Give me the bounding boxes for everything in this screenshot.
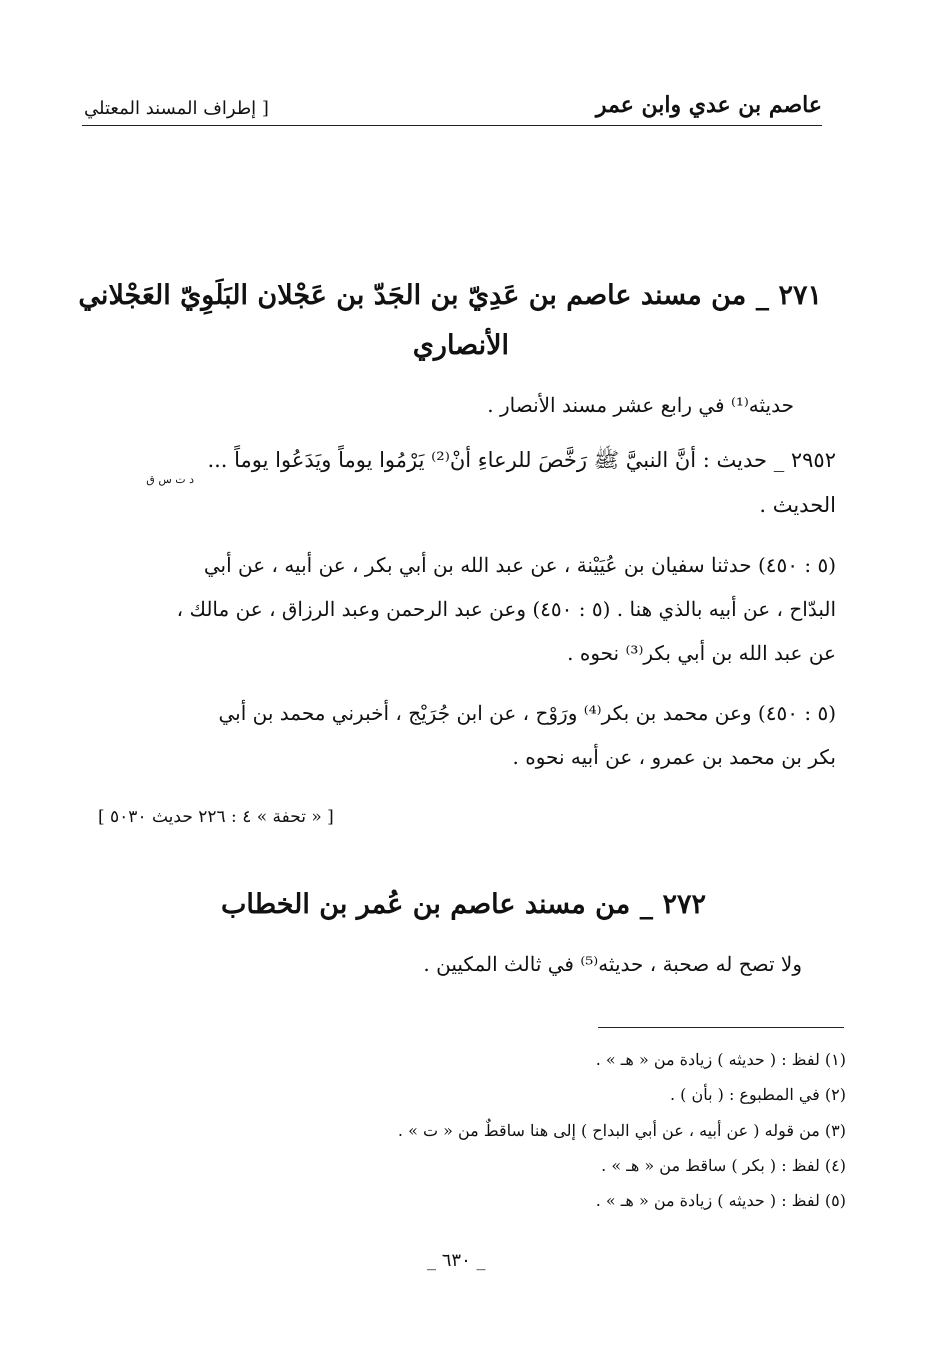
page-number: _ ٦٣٠ _ bbox=[427, 1250, 486, 1271]
running-title: عاصم بن عدي وابن عمر bbox=[595, 92, 822, 118]
section-271-title-line2: الأنصاري bbox=[412, 330, 509, 361]
section-272-intro: ولا تصح له صحبة ، حديثه⁽⁵⁾ في ثالث المكيين . bbox=[423, 952, 802, 976]
hadith-2952-line2: الحديث . bbox=[759, 493, 836, 517]
footnote-5: (٥) لفظ : ( حديثه ) زيادة من « هـ » . bbox=[595, 1191, 846, 1210]
chain-p2-line2: بكر بن محمد بن عمرو ، عن أبيه نحوه . bbox=[512, 745, 836, 769]
section-271-title-line1: ٢٧١ _ من مسند عاصم بن عَدِيّ بن الجَدّ بن عَجْلان البَلَوِيّ العَجْلاني bbox=[78, 280, 822, 311]
header-rule bbox=[82, 125, 822, 126]
hadith-sigla: د ت س ق bbox=[146, 473, 194, 486]
book-title: [ إطراف المسند المعتلي bbox=[84, 98, 269, 119]
section-272-title: ٢٧٢ _ من مسند عاصم بن عُمر بن الخطاب bbox=[220, 889, 706, 920]
tuhfa-reference: [ « تحفة » ٤ : ٢٢٦ حديث ٥٠٣٠ ] bbox=[98, 807, 334, 827]
chain-p2-line1: (٥ : ٤٥٠) وعن محمد بن بكر⁽⁴⁾ ورَوْح ، عن ابن جُرَيْج ، أخبرني محمد بن أبي bbox=[218, 701, 836, 725]
hadith-2952-line1: ٢٩٥٢ _ حديث : أنَّ النبيَّ ﷺ رَخَّصَ للرعاءِ أنْ⁽²⁾ يَرْمُوا يوماً ويَدَعُوا يوماً ... bbox=[207, 448, 836, 472]
footnote-4: (٤) لفظ : ( بكر ) ساقط من « هـ » . bbox=[601, 1156, 846, 1175]
section-271-intro: حديثه⁽¹⁾ في رابع عشر مسند الأنصار . bbox=[487, 393, 794, 417]
footnote-2: (٢) في المطبوع : ( بأن ) . bbox=[669, 1085, 846, 1104]
footnote-1: (١) لفظ : ( حديثه ) زيادة من « هـ » . bbox=[595, 1050, 846, 1069]
chain-p1-line1: (٥ : ٤٥٠) حدثنا سفيان بن عُيَيْنة ، عن عبد الله بن أبي بكر ، عن أبيه ، عن أبي bbox=[203, 553, 836, 577]
chain-p1-line3: عن عبد الله بن أبي بكر⁽³⁾ نحوه . bbox=[567, 641, 836, 665]
footnote-3: (٣) من قوله ( عن أبيه ، عن أبي البداح ) إلى هنا ساقطٌ من « ت » . bbox=[397, 1121, 846, 1140]
chain-p1-line2: البدّاح ، عن أبيه بالذي هنا . (٥ : ٤٥٠) وعن عبد الرحمن وعبد الرزاق ، عن مالك ، bbox=[176, 597, 836, 621]
footnote-rule bbox=[598, 1027, 844, 1028]
